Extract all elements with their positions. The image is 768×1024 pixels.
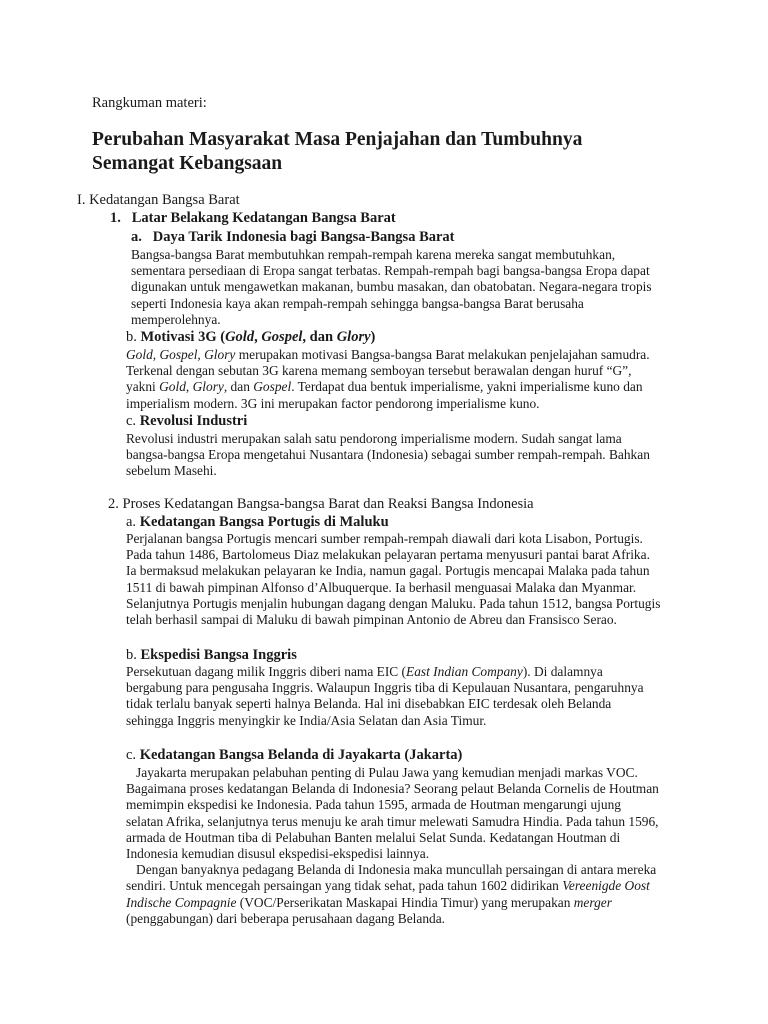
point-b-dan: , dan (302, 329, 337, 345)
paragraph-line: telah berhasil sampai di Maluku di bawah pimpinan Antonio de Abreu dan Fransisco Serao. (126, 612, 617, 628)
paragraph-line (126, 878, 659, 894)
portugis-paragraph (126, 531, 660, 628)
paragraph-line: seperti Indonesia kaya akan rempah-rempah sehingga bangsa-bangsa Barat berusaha (131, 295, 584, 311)
belanda-paragraph (126, 765, 659, 927)
point-b-close: ) (370, 329, 376, 345)
document-title (92, 128, 582, 176)
paragraph-line: Perjalanan bangsa Portugis mencari sumber rempah-rempah diawali dari kota Lisabon, Portugis. (126, 531, 643, 546)
paragraph-line: Terkenal dengan sebutan 3G karena memang semboyan tersebut berawalan dengan huruf “G”, (126, 363, 632, 379)
paragraph-line: Bangsa-bangsa Barat membutuhkan rempah-rempah karena mereka sangat membutuhkan, (131, 247, 616, 262)
point-b-prefix: b. (126, 329, 141, 345)
paragraph-line: Jayakarta merupakan pelabuhan penting di Pulau Jawa yang kemudian menjadi markas VOC. (126, 765, 638, 780)
text-span: sendiri. Untuk mencegah persaingan yang tidak sehat, pada tahun 1602 didirikan (126, 878, 563, 894)
italic-text: Vereenigde Oost (562, 878, 650, 894)
point-c-prefix: c. (126, 413, 140, 429)
paragraph-line: sehingga Inggris menyingkir ke India/Asia Selatan dan Asia Timur. (126, 712, 487, 728)
paragraph-line: memimpin ekspedisi ke Indonesia. Pada tahun 1595, armada de Houtman mengarungi ujung (126, 797, 621, 813)
inggris-prefix: b. (126, 647, 141, 663)
paragraph-line: selatan Afrika, selanjutnya terus menuju ke arah timur melewati Samudra Hindia. Pada tahun 1596, (126, 813, 659, 829)
text-span: (VOC/Perserikatan Maskapai Hindia Timur) yang merupakan (236, 894, 574, 910)
portugis-title: Kedatangan Bangsa Portugis di Maluku (139, 514, 389, 530)
paragraph-line: imperialism modern. 3G ini merupakan factor pendorong imperialisme kuno. (126, 395, 540, 411)
italic-text: Gold (159, 379, 186, 395)
paragraph-line: 1511 di bawah pimpinan Alfonso d’Albuquerque. Ia berhasil menguasai Malaka dan Myanmar. (126, 579, 637, 595)
subsection-1-heading: 1. Latar Belakang Kedatangan Bangsa Barat (110, 210, 396, 226)
paragraph-line: Indonesia kemudian disusul ekspedisi-ekspedisi lainnya. (126, 846, 430, 862)
point-b-heading-start: Motivasi 3G ( (140, 329, 226, 345)
paragraph-line: Ia bermaksud melakukan pelayaran ke India, namun gagal. Portugis mencapai Malaka pada tahun (126, 563, 650, 579)
italic-text: Indische Compagnie (126, 894, 237, 910)
paragraph-line: Pada tahun 1486, Bartolomeus Diaz melakukan pelayaran pertama menyusuri pantai barat Afrika. (126, 547, 650, 563)
point-c-heading (126, 413, 247, 430)
belanda-heading (126, 747, 462, 764)
paragraph-line: digunakan untuk mengawetkan makanan, bumbu masakan, dan obatobatan. Negara-negara tropis (131, 279, 652, 295)
paragraph-line: Bagaimana proses kedatangan Belanda di Indonesia? Seorang pelaut Belanda Cornelis de Houtman (126, 781, 659, 797)
title-line-2: Semangat Kebangsaan (92, 153, 283, 174)
paragraph-line: bergabung para pengusaha Inggris. Walaupun Inggris tiba di Kepulauan Nusantara, pengaruhnya (126, 680, 644, 696)
paragraph-line: memperolehnya. (131, 311, 221, 327)
paragraph-line (126, 347, 650, 363)
paragraph-line: sementara persediaan di Eropa sangat terbatas. Rempah-rempah bagi bangsa-bangsa Eropa dapat (131, 263, 650, 279)
italic-text: Glory (192, 379, 224, 395)
italic-text: East Indian Company (406, 664, 523, 679)
inggris-heading (126, 647, 297, 664)
subsection-2-heading: 2. Proses Kedatangan Bangsa-bangsa Barat dan Reaksi Bangsa Indonesia (108, 496, 534, 512)
text-span: ). Di dalamnya (522, 664, 603, 679)
text-span: . Terdapat dua bentuk imperialisme, yakni imperialisme kuno dan (291, 379, 643, 395)
paragraph-line: sebelum Masehi. (126, 463, 217, 479)
paragraph-line: Dengan banyaknya pedagang Belanda di Indonesia maka muncullah persaingan di antara mereka (126, 862, 657, 878)
point-c-paragraph (126, 431, 650, 480)
paragraph-line (126, 895, 659, 911)
title-line-1: Perubahan Masyarakat Masa Penjajahan dan Tumbuhnya (92, 129, 583, 150)
paragraph-line: armada de Houtman tiba di Pelabuhan Banten melalui Selat Sunda. Kedatangan Houtman di (126, 829, 621, 845)
point-a-heading: a. Daya Tarik Indonesia bagi Bangsa-Bangsa Barat (131, 229, 455, 245)
text-span: yakni (126, 379, 160, 395)
belanda-prefix: c. (126, 747, 140, 763)
point-b-gospel: Gospel (261, 329, 303, 345)
text-span: , dan (223, 379, 254, 395)
point-a-paragraph (131, 247, 652, 328)
italic-text: merger (573, 894, 612, 910)
inggris-title: Ekspedisi Bangsa Inggris (140, 647, 297, 663)
paragraph-line: Revolusi industri merupakan salah satu pendorong imperialisme modern. Sudah sangat lama (126, 431, 622, 446)
text-span: , (185, 379, 193, 395)
section-1-heading: I. Kedatangan Bangsa Barat (77, 192, 240, 208)
point-c-title: Revolusi Industri (139, 413, 248, 429)
text-span: Persekutuan dagang milik Inggris diberi nama EIC ( (126, 664, 407, 679)
paragraph-line: (penggabungan) dari beberapa perusahaan dagang Belanda. (126, 910, 445, 926)
point-b-comma: , (254, 329, 262, 345)
belanda-title: Kedatangan Bangsa Belanda di Jayakarta (Jakarta) (139, 747, 463, 763)
paragraph-line (126, 664, 644, 680)
text-span: merupakan motivasi Bangsa-bangsa Barat melakukan penjelajahan samudra. (235, 347, 650, 362)
paragraph-line: tidak terlalu banyak seperti halnya Belanda. Hal ini disebabkan EIC terdesak oleh Belanda (126, 696, 612, 712)
point-b-heading (126, 329, 375, 346)
portugis-prefix: a. (126, 514, 140, 530)
paragraph-line (126, 379, 650, 395)
point-b-gold: Gold (225, 329, 255, 345)
header-label: Rangkuman materi: (92, 95, 207, 111)
italic-text: Gospel (253, 379, 292, 395)
portugis-heading (126, 514, 389, 531)
point-b-glory: Glory (336, 329, 371, 345)
italic-text: Gold, Gospel, Glory (126, 347, 236, 362)
point-b-paragraph (126, 347, 650, 412)
paragraph-line: bangsa-bangsa Eropa mengetahui Nusantara (Indonesia) sebagai sumber rempah-rempah. Bahkan (126, 447, 650, 463)
inggris-paragraph (126, 664, 644, 729)
paragraph-line: Selanjutnya Portugis menjalin hubungan dagang dengan Maluku. Pada tahun 1512, bangsa Portugis (126, 595, 661, 611)
